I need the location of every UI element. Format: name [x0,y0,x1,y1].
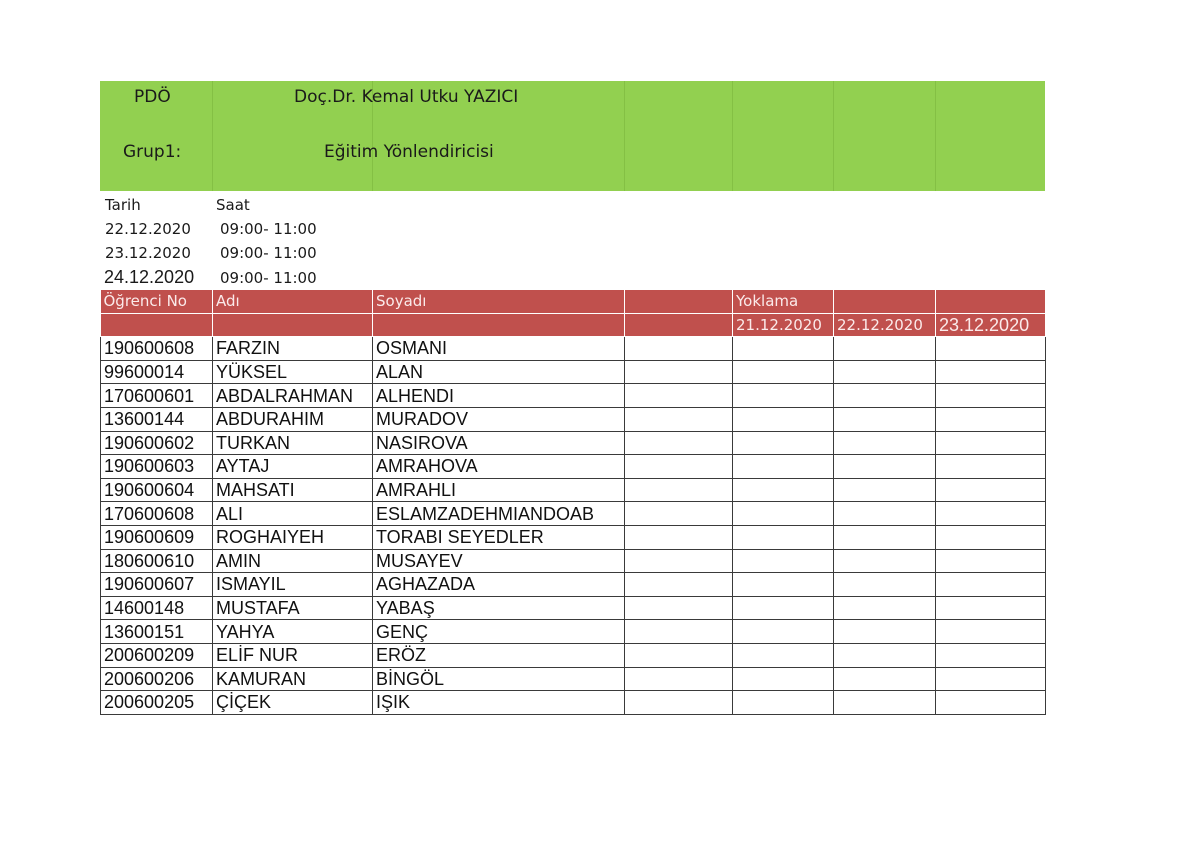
attendance-cell [834,384,936,408]
blank-cell [625,337,733,361]
attendance-cell [936,384,1046,408]
student-no-header: Öğrenci No [101,290,213,313]
blank-cell [625,667,733,691]
table-row [101,620,1046,644]
time-column-header: Saat [216,196,250,214]
last-name-cell: AMRAHOVA [373,455,625,479]
attendance-cell [936,525,1046,549]
attendance-cell [936,643,1046,667]
attendance-cell [834,431,936,455]
blank-cell [625,596,733,620]
table-row [101,478,1046,502]
blank-cell [625,478,733,502]
table-row [101,596,1046,620]
attendance-cell [936,691,1046,715]
table-row [101,525,1046,549]
group-label: Grup1: [123,142,182,162]
last-name-cell: MURADOV [373,407,625,431]
attendance-cell [834,455,936,479]
session-time: 09:00- 11:00 [220,220,317,238]
student-no-cell: 190600609 [101,525,213,549]
banner-divider [212,81,213,191]
table-row [101,360,1046,384]
attendance-cell [834,360,936,384]
blank-cell [625,525,733,549]
last-name-cell: ESLAMZADEHMIANDOAB [373,502,625,526]
attendance-cell [733,573,834,597]
header-cell [625,313,733,337]
last-name-cell: ALHENDI [373,384,625,408]
header-cell [834,290,936,313]
table-row [101,384,1046,408]
last-name-cell: ALAN [373,360,625,384]
attendance-cell [733,525,834,549]
blank-cell [625,573,733,597]
course-banner [100,81,1045,191]
attendance-cell [733,455,834,479]
table-row [101,502,1046,526]
table-date-row [101,313,1046,337]
first-name-cell: ALI [213,502,373,526]
attendance-cell [733,549,834,573]
attendance-cell [834,667,936,691]
last-name-cell: OSMANI [373,337,625,361]
last-name-cell: MUSAYEV [373,549,625,573]
student-no-cell: 200600209 [101,643,213,667]
instructor-role: Eğitim Yönlendiricisi [324,142,494,162]
first-name-cell: YAHYA [213,620,373,644]
attendance-cell [834,478,936,502]
blank-cell [625,643,733,667]
attendance-cell [834,502,936,526]
blank-cell [625,360,733,384]
first-name-cell: AYTAJ [213,455,373,479]
session-date: 23.12.2020 [105,244,191,262]
attendance-cell [834,407,936,431]
first-name-cell: ELİF NUR [213,643,373,667]
header-cell [101,313,213,337]
first-name-cell: ROGHAIYEH [213,525,373,549]
attendance-cell [936,407,1046,431]
blank-cell [625,431,733,455]
last-name-cell: IŞIK [373,691,625,715]
attendance-date-header: 21.12.2020 [733,313,834,337]
attendance-cell [733,691,834,715]
attendance-cell [936,620,1046,644]
table-row [101,431,1046,455]
attendance-cell [936,549,1046,573]
first-name-cell: ISMAYIL [213,573,373,597]
last-name-cell: GENÇ [373,620,625,644]
banner-divider [732,81,733,191]
attendance-cell [834,573,936,597]
attendance-cell [936,573,1046,597]
first-name-cell: TURKAN [213,431,373,455]
table-row [101,407,1046,431]
attendance-cell [733,431,834,455]
attendance-header: Yoklama [733,290,834,313]
date-column-header: Tarih [105,196,141,214]
attendance-cell [834,620,936,644]
attendance-cell [733,407,834,431]
table-row [101,643,1046,667]
blank-cell [625,407,733,431]
blank-cell [625,455,733,479]
program-label: PDÖ [134,87,171,107]
first-name-header: Adı [213,290,373,313]
student-no-cell: 170600608 [101,502,213,526]
attendance-table [100,290,1046,715]
attendance-cell [834,525,936,549]
attendance-cell [733,596,834,620]
student-no-cell: 190600607 [101,573,213,597]
attendance-cell [733,384,834,408]
attendance-cell [936,478,1046,502]
banner-divider [624,81,625,191]
attendance-date-header: 22.12.2020 [834,313,936,337]
last-name-cell: NASIROVA [373,431,625,455]
student-no-cell: 170600601 [101,384,213,408]
last-name-header: Soyadı [373,290,625,313]
first-name-cell: KAMURAN [213,667,373,691]
attendance-cell [936,337,1046,361]
last-name-cell: TORABI SEYEDLER [373,525,625,549]
attendance-cell [733,478,834,502]
first-name-cell: AMIN [213,549,373,573]
session-date: 24.12.2020 [104,267,195,287]
first-name-cell: MUSTAFA [213,596,373,620]
blank-cell [625,384,733,408]
blank-header [625,290,733,313]
attendance-cell [834,691,936,715]
table-row [101,573,1046,597]
student-no-cell: 190600604 [101,478,213,502]
session-time: 09:00- 11:00 [220,244,317,262]
attendance-cell [936,596,1046,620]
table-row [101,667,1046,691]
blank-cell [625,502,733,526]
attendance-cell [733,643,834,667]
first-name-cell: MAHSATI [213,478,373,502]
table-row [101,549,1046,573]
session-date: 22.12.2020 [105,220,191,238]
last-name-cell: AGHAZADA [373,573,625,597]
student-no-cell: 180600610 [101,549,213,573]
student-no-cell: 200600206 [101,667,213,691]
student-no-cell: 200600205 [101,691,213,715]
attendance-cell [936,455,1046,479]
attendance-cell [936,502,1046,526]
student-no-cell: 14600148 [101,596,213,620]
header-cell [936,290,1046,313]
first-name-cell: FARZIN [213,337,373,361]
table-row [101,691,1046,715]
attendance-cell [936,667,1046,691]
table-row [101,455,1046,479]
attendance-cell [834,549,936,573]
header-cell [213,313,373,337]
student-no-cell: 99600014 [101,360,213,384]
attendance-cell [936,431,1046,455]
attendance-cell [834,337,936,361]
student-no-cell: 190600602 [101,431,213,455]
table-row [101,337,1046,361]
first-name-cell: YÜKSEL [213,360,373,384]
student-no-cell: 13600151 [101,620,213,644]
blank-cell [625,549,733,573]
attendance-cell [834,596,936,620]
attendance-cell [936,360,1046,384]
attendance-date-header: 23.12.2020 [936,313,1046,337]
first-name-cell: ÇİÇEK [213,691,373,715]
blank-cell [625,620,733,644]
banner-divider [833,81,834,191]
first-name-cell: ABDURAHIM [213,407,373,431]
banner-divider [935,81,936,191]
last-name-cell: YABAŞ [373,596,625,620]
student-no-cell: 13600144 [101,407,213,431]
session-time: 09:00- 11:00 [220,269,317,287]
attendance-cell [733,667,834,691]
student-no-cell: 190600603 [101,455,213,479]
last-name-cell: BİNGÖL [373,667,625,691]
attendance-cell [733,337,834,361]
instructor-name: Doç.Dr. Kemal Utku YAZICI [294,87,519,107]
attendance-cell [733,620,834,644]
last-name-cell: AMRAHLI [373,478,625,502]
table-header-row [101,290,1046,313]
blank-cell [625,691,733,715]
student-no-cell: 190600608 [101,337,213,361]
attendance-cell [834,643,936,667]
last-name-cell: ERÖZ [373,643,625,667]
attendance-cell [733,360,834,384]
attendance-cell [733,502,834,526]
first-name-cell: ABDALRAHMAN [213,384,373,408]
header-cell [373,313,625,337]
